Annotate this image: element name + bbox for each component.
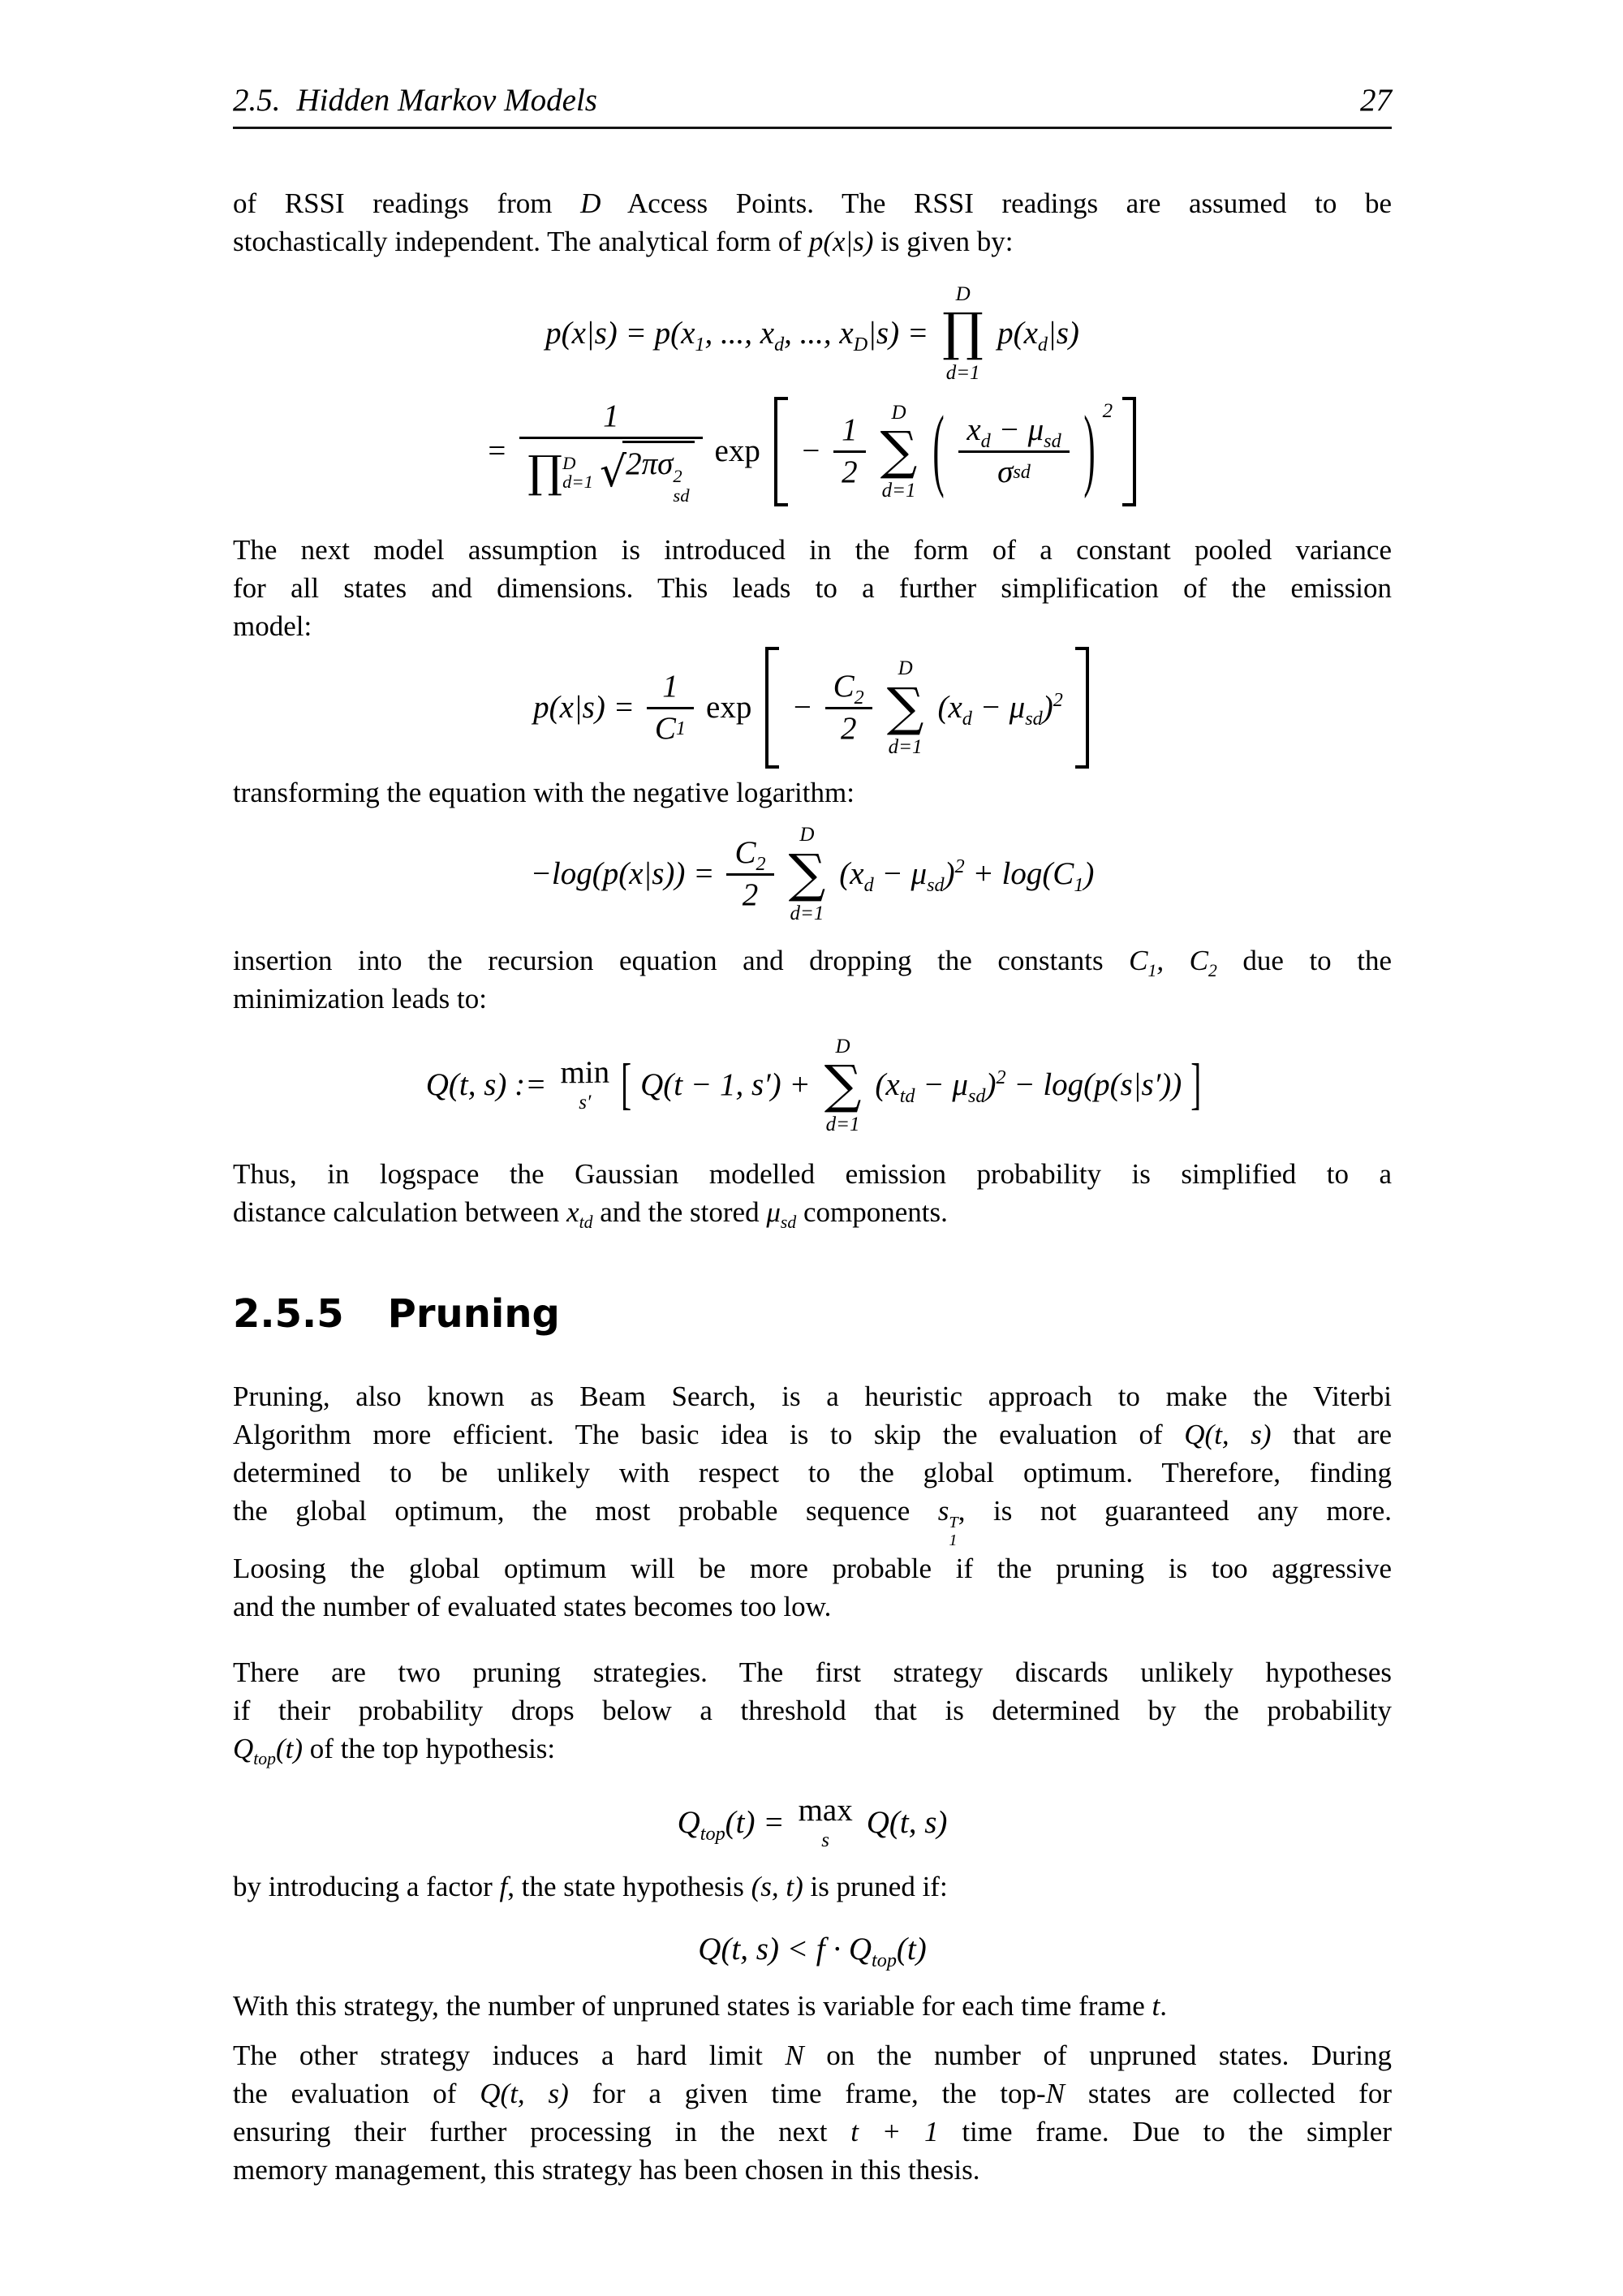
fraction: 1 C 1	[647, 667, 694, 749]
paragraph	[233, 1653, 1392, 1768]
text-run: The other strategy induces a hard limit	[233, 2040, 786, 2071]
bracket-left: [	[621, 1053, 632, 1116]
paragraph	[233, 1155, 1392, 1231]
math-run: D	[580, 187, 601, 219]
paragraph	[233, 773, 1392, 812]
paragraph	[233, 531, 1392, 645]
numerator: 1	[603, 398, 619, 433]
math-run: t	[1152, 1990, 1160, 2022]
text-run: Thus, in logspace the Gaussian modelled emission probability is simplified to a	[233, 1158, 1392, 1191]
numerator: $C_2$	[833, 668, 864, 709]
text-run: is given by:	[873, 226, 1014, 257]
text-line	[233, 1454, 1392, 1492]
math-run: , C	[1156, 945, 1209, 977]
math-run: =	[485, 433, 508, 469]
math-run: s	[937, 1495, 949, 1527]
math-run: (t)	[276, 1733, 304, 1764]
text-line	[233, 2113, 1392, 2151]
text-run: the global optimum, the most probable sequence	[233, 1495, 938, 1527]
subscript: 2	[1208, 961, 1217, 981]
math-run: Q(t, $s) < f \cdot Q_{top}(t)$	[698, 1931, 927, 1971]
math-run: Q(t − 1, s′) +	[640, 1067, 811, 1103]
math-run: N	[785, 2040, 804, 2071]
math-run: (s, t)	[751, 1871, 803, 1902]
math-run: Q	[233, 1733, 254, 1764]
bracket-right	[1075, 647, 1089, 769]
text-line	[233, 1691, 1392, 1730]
math-run: x	[566, 1196, 579, 1229]
equation-pruning-condition	[233, 1925, 1392, 1974]
text-run: .	[1160, 1990, 1167, 2022]
min-operator: min s′	[560, 1055, 610, 1114]
subscript: sd	[1044, 429, 1061, 452]
text-run: , is not guaranteed any more.	[958, 1495, 1392, 1527]
text-run: insertion into the recursion equation and dropping the constants	[233, 945, 1130, 977]
denominator	[519, 439, 702, 507]
fraction	[958, 411, 1069, 493]
exp-operator: exp	[714, 433, 760, 469]
section-number: 2.5.	[233, 83, 281, 118]
text-run: model:	[233, 610, 312, 643]
bracket-right	[1122, 397, 1136, 507]
subscript: 2	[756, 852, 766, 875]
math-run: $p(x_d|s)$	[997, 315, 1079, 355]
equation-simplified-emission	[233, 647, 1392, 769]
sqrt-icon: √	[600, 448, 627, 498]
limits: D d=1	[562, 452, 593, 493]
paragraph	[233, 2036, 1392, 2189]
minus-sign: −	[799, 433, 822, 469]
text-line	[233, 1492, 1392, 1549]
sum-operator: D ∑ d=1	[880, 401, 918, 502]
text-run: ensuring their further processing in the next	[233, 2116, 851, 2147]
sum-operator: D ∑ d=1	[788, 824, 826, 924]
math-run: t + 1	[850, 2116, 939, 2147]
math-run: Q(t, s)	[1184, 1419, 1272, 1451]
subscript: sd	[780, 1213, 797, 1233]
text-run: that are	[1271, 1419, 1392, 1451]
text-run: , the state hypothesis	[507, 1871, 751, 1902]
text-run: on the number of unpruned states. During	[803, 2040, 1392, 2071]
head-rule	[233, 127, 1392, 129]
text-run: if their probability drops below a threshold that is determined by the probability	[233, 1695, 1392, 1726]
minus-sign: −	[791, 689, 813, 725]
math-run: Q(t, s) :=	[425, 1067, 547, 1103]
sum-icon: ∑	[880, 420, 918, 481]
text-line	[233, 941, 1392, 980]
bracket-left	[774, 397, 788, 507]
radicand: 2πσ 2 sd	[622, 441, 694, 506]
subscript: top	[253, 1749, 276, 1768]
text-run: memory management, this strategy has been chosen in this thesis.	[233, 2154, 980, 2186]
text-line	[233, 1415, 1392, 1454]
product-operator: D ∏ d=1	[942, 283, 984, 384]
text-run: There are two pruning strategies. The first strategy discards unlikely hypotheses	[233, 1656, 1392, 1688]
text-line	[233, 1867, 1392, 1906]
paren-big-left: (	[932, 398, 945, 501]
subscript: d	[1037, 333, 1048, 355]
superscript: 2	[996, 1066, 1006, 1089]
text-line	[233, 773, 1392, 812]
text-run: by introducing a factor	[233, 1871, 500, 1902]
math-run: μ	[766, 1196, 781, 1229]
math-run: p(x|s)	[808, 226, 874, 257]
paragraph	[233, 1867, 1392, 1906]
equation-top-hypothesis	[233, 1789, 1392, 1858]
text-run: for all states and dimensions. This leads to a further simplification of the emission	[233, 572, 1392, 605]
sup-sub-stack	[949, 1514, 958, 1549]
paragraph	[233, 184, 1392, 261]
text-run: and the stored	[592, 1196, 767, 1229]
subscript: d	[863, 873, 874, 896]
text-run: of the top hypothesis:	[303, 1733, 556, 1764]
text-line	[233, 1587, 1392, 1626]
fraction: $\frac{1}{2}$	[833, 411, 866, 493]
numerator: $C_2$	[734, 834, 766, 875]
subscript: sd	[1025, 707, 1043, 730]
prod-icon: ∏	[942, 303, 984, 364]
fraction: $\frac{C_2}{2}$	[825, 667, 872, 749]
bracket-right: ]	[1190, 1053, 1202, 1116]
page-number: 27	[1360, 83, 1392, 118]
superscript: 2	[954, 855, 965, 877]
subscript: D	[853, 333, 868, 355]
text-run: Loosing the global optimum will be more probable if the pruning is too aggressive	[233, 1553, 1392, 1584]
denominator: σ sd	[997, 454, 1031, 490]
paragraph	[233, 1377, 1392, 1626]
equation-line	[480, 397, 1144, 507]
text-run: time frame. Due to the simpler	[938, 2116, 1392, 2147]
text-line	[233, 2151, 1392, 2189]
text-run: With this strategy, the number of unpruned states is variable for each time frame	[233, 1990, 1152, 2022]
math-run: $(x_d - \mu_{sd})^2 + \log(C_1)$	[839, 855, 1095, 896]
text-run: stochastically independent. The analytical form of	[233, 226, 809, 257]
numerator: $x_d - \mu_{sd}$	[966, 412, 1061, 452]
text-line	[233, 569, 1392, 607]
text-block	[233, 0, 1392, 2189]
math-run: $Q_{top}(t)$ =	[677, 1805, 785, 1845]
text-run: is pruned if:	[803, 1871, 948, 1902]
subscript: 1	[695, 333, 705, 355]
text-run: the evaluation of	[233, 2078, 480, 2109]
superscript: 2	[1102, 399, 1113, 422]
text-line	[233, 1155, 1392, 1193]
math-run: Q(t, s)	[866, 1805, 948, 1841]
running-head-title	[233, 81, 597, 120]
sum-icon: ∑	[824, 1055, 862, 1116]
subscript: sd	[927, 873, 945, 896]
section-heading	[233, 1291, 1392, 1338]
text-line	[233, 1193, 1392, 1231]
math-run: $(x_{td} - \mu_{sd})^2 - \log(p(s|s'))$	[875, 1066, 1182, 1108]
section-heading-number: 2.5.5	[233, 1291, 344, 1338]
paragraph	[233, 1987, 1392, 2025]
text-line	[233, 2074, 1392, 2113]
text-line	[233, 531, 1392, 569]
subscript: d	[980, 429, 991, 452]
chapter-title: Hidden Markov Models	[296, 83, 597, 118]
subscript: d	[774, 333, 785, 355]
superscript: T	[949, 1514, 958, 1532]
text-run: distance calculation between	[233, 1196, 567, 1229]
text-run: transforming the equation with the negative logarithm:	[233, 777, 855, 809]
sum-operator: D ∑ d=1	[824, 1035, 862, 1136]
text-run: determined to be unlikely with respect to the global optimum. Therefore, finding	[233, 1457, 1392, 1489]
sum-icon: ∑	[886, 677, 924, 738]
math-run: N	[1045, 2078, 1065, 2109]
superscript: 2	[1053, 688, 1063, 711]
paren-big-right: )	[1083, 398, 1096, 501]
text-run: and the number of evaluated states becomes too low.	[233, 1591, 832, 1622]
math-run: f	[499, 1871, 508, 1902]
prod-icon: ∏	[527, 446, 563, 498]
text-line	[233, 607, 1392, 645]
text-line	[233, 2036, 1392, 2074]
subscript: d	[962, 707, 972, 730]
denominator: C 1	[654, 710, 687, 746]
text-line	[233, 1653, 1392, 1691]
text-line	[233, 1377, 1392, 1415]
paragraph	[233, 941, 1392, 1018]
equation-recursion	[233, 1031, 1392, 1140]
bracket-left	[765, 647, 779, 769]
text-run: minimization leads to:	[233, 983, 488, 1015]
subscript: top	[700, 1822, 725, 1845]
text-run: components.	[796, 1196, 948, 1229]
text-run: The next model assumption is introduced in the form of a constant pooled variance	[233, 534, 1392, 566]
text-run: of RSSI readings from	[233, 187, 581, 219]
subscript: 1	[1147, 961, 1157, 981]
subscript: top	[872, 1949, 897, 1971]
math-run: Q(t, s)	[480, 2078, 569, 2109]
fraction: $\frac{C_2}{2}$	[726, 834, 773, 915]
subscript: td	[579, 1213, 593, 1233]
sum-icon: ∑	[788, 843, 826, 904]
math-run: −log(p(x|s)) =	[530, 855, 715, 891]
text-run: due to the	[1216, 945, 1392, 977]
math-run: p(x|s) =	[533, 689, 635, 725]
section-heading-title: Pruning	[387, 1291, 560, 1338]
text-run: for a given time frame, the top-	[568, 2078, 1046, 2109]
equation-line	[540, 282, 1085, 386]
text-line	[233, 1730, 1392, 1768]
sum-operator: D ∑ d=1	[886, 657, 924, 758]
fraction	[519, 397, 702, 507]
text-line	[233, 1987, 1392, 2025]
subscript: 1	[1074, 873, 1084, 896]
text-line	[233, 980, 1392, 1018]
equation-emission-model	[233, 282, 1392, 506]
text-line	[233, 1549, 1392, 1587]
text-line	[233, 222, 1392, 261]
math-run: C	[1129, 945, 1148, 977]
text-run: Pruning, also known as Beam Search, is a heuristic approach to make the Viterbi	[233, 1381, 1392, 1413]
text-run: states are collected for	[1064, 2078, 1392, 2109]
math-run: $p(x|s) = p(x_1$, ..., $x_d$, ..., $x_D|s$) =	[545, 315, 929, 355]
subscript: sd	[967, 1085, 986, 1108]
text-run: Access Points. The RSSI readings are assumed to be	[601, 187, 1392, 219]
math-run: $(x_d - \mu_{sd})^2$	[937, 688, 1063, 730]
max-operator: max s	[798, 1793, 853, 1851]
subscript: td	[899, 1085, 915, 1108]
exp-operator: exp	[706, 689, 752, 725]
text-run: Algorithm more efficient. The basic idea is to skip the evaluation of	[233, 1419, 1185, 1451]
running-head	[233, 81, 1392, 120]
subscript: 1	[949, 1531, 958, 1549]
subscript: 2	[854, 686, 864, 709]
text-line	[233, 184, 1392, 222]
equation-negative-log	[233, 821, 1392, 927]
